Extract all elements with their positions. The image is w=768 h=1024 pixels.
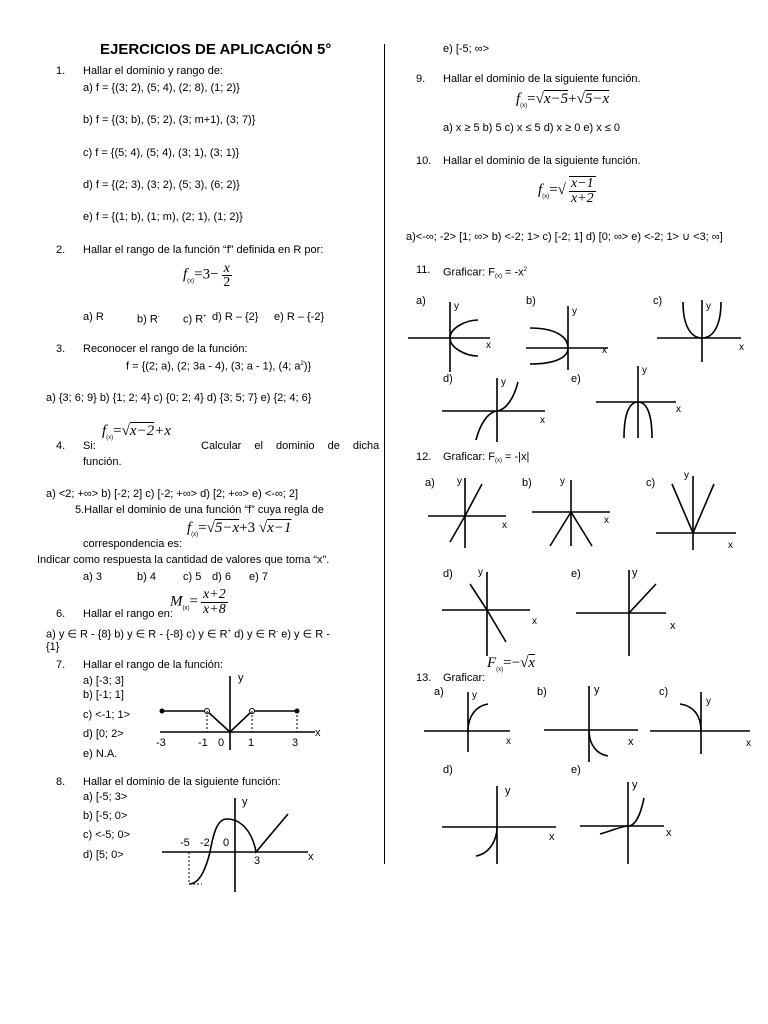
q9-options: a) x ≥ 5 b) 5 c) x ≤ 5 d) x ≥ 0 e) x ≤ 0: [443, 122, 620, 134]
svg-text:x: x: [604, 515, 609, 526]
q7-option-d: d) [0; 2>: [83, 728, 124, 740]
q7-y-label: y: [238, 672, 244, 684]
q12-graph-d: [440, 562, 540, 658]
svg-text:y: y: [501, 377, 506, 388]
q8-x-label: x: [308, 851, 314, 863]
q5-text: 5.Hallar el dominio de una función “f” cuya regla de: [75, 504, 324, 516]
q11-graph-d: [440, 374, 552, 444]
q3-options: a) {3; 6; 9} b) {1; 2; 4} c) {0; 2; 4} d) {3; 5; 7} e) {2; 4; 6}: [46, 392, 312, 404]
q2-option-e: e) R – {-2}: [274, 311, 325, 323]
q13-formula: $F_{(x)}=-√x$: [487, 655, 535, 673]
svg-text:x: x: [739, 342, 744, 353]
q4-text: Calcular el dominio de dicha: [201, 440, 380, 452]
svg-text:y: y: [560, 476, 565, 487]
q8-tick: 0: [223, 837, 230, 849]
q7-tick: -3: [156, 737, 166, 749]
q1-option-d: d) f = {(2; 3), (3; 2), (5; 3), (6; 2)}: [83, 179, 240, 191]
q7-x-label: x: [315, 727, 321, 739]
q7-graph: [150, 668, 340, 753]
q7-tick: 0: [218, 737, 225, 749]
svg-text:x: x: [506, 736, 511, 747]
svg-text:x: x: [628, 736, 634, 748]
q13-label-b: b): [537, 686, 547, 698]
svg-text:y: y: [454, 301, 459, 312]
q13-graph-b: [542, 684, 644, 764]
svg-text:x: x: [502, 520, 507, 531]
q9-formula: $f_{(x)}=√x-5+√5-x$: [516, 91, 610, 109]
q7-option-b: b) [-1; 1]: [83, 689, 124, 701]
q13-graph-c: [648, 686, 758, 756]
q1-option-b: b) f = {(3; b), (5; 2), (3; m+1), (3; 7)}: [83, 114, 256, 126]
q8-tick: -2: [200, 837, 210, 849]
q6-text: Hallar el rango en:: [83, 608, 173, 620]
svg-text:x: x: [549, 831, 555, 843]
q7-tick: -1: [198, 737, 208, 749]
q3-function: f = {(2; a), (2; 3a - 4), (3; a - 1), (4; $a^2$)}: [126, 360, 312, 373]
q8-option-a: a) [-5; 3>: [83, 791, 128, 803]
svg-text:y: y: [684, 470, 689, 481]
q11-graph-a: [406, 296, 496, 376]
q12-label-d: d): [443, 568, 453, 580]
q12-label-a: a): [425, 477, 435, 489]
q7-tick: 1: [248, 737, 255, 749]
q5-option-d: d) 6: [212, 571, 231, 583]
svg-text:x: x: [666, 827, 672, 839]
q13-text: Graficar:: [443, 672, 486, 684]
q8-tick: -5: [180, 837, 190, 849]
q5-option-b: b) 4: [137, 571, 156, 583]
q2-number: 2.: [56, 244, 66, 256]
q1-option-a: a) f = {(3; 2), (5; 4), (2; 8), (1; 2)}: [83, 82, 240, 94]
q4-si: Si:: [83, 440, 96, 452]
svg-text:x: x: [486, 340, 491, 351]
q12-label-b: b): [522, 477, 532, 489]
q11-graph-b: [524, 302, 620, 372]
svg-text:y: y: [478, 567, 483, 578]
q11-label-e: e): [571, 373, 581, 385]
svg-text:x: x: [602, 345, 607, 356]
q1-number: 1.: [56, 65, 66, 77]
q7-option-c: c) <-1; 1>: [83, 709, 131, 721]
q13-label-c: c): [659, 686, 669, 698]
q7-option-a: a) [-3; 3]: [83, 675, 124, 687]
q8-text: Hallar el dominio de la siguiente función:: [83, 776, 281, 788]
svg-text:y: y: [457, 476, 462, 487]
q13-label-e: e): [571, 764, 581, 776]
q12-graph-e: [574, 562, 684, 658]
q6-options: a) y ∈ R - {8} b) y ∈ R - {-8} c) y ∈ R+ d) y ∈ R- e) y ∈ R -: [46, 628, 330, 641]
q12-number: 12.: [416, 451, 432, 463]
q5-text3: Indicar como respuesta la cantidad de valores que toma “x”.: [37, 554, 330, 566]
q4-number: 4.: [56, 440, 66, 452]
q5-option-a: a) 3: [83, 571, 102, 583]
q12-graph-a: [426, 472, 516, 554]
q12-label-c: c): [646, 477, 656, 489]
q13-graph-e: [578, 776, 682, 866]
q2-option-c: c) R+: [183, 313, 207, 326]
svg-text:x: x: [540, 415, 545, 426]
svg-text:x: x: [670, 620, 676, 632]
q4-text2: función.: [83, 456, 122, 468]
q10-formula: $f_{(x)}=√$ $\frac{x-1}{x+2}$: [538, 176, 594, 206]
q2-text: Hallar el rango de la función “f” definida en R por:: [83, 244, 324, 256]
q8-tick: 3: [254, 855, 261, 867]
q10-text: Hallar el dominio de la siguiente función.: [443, 155, 641, 167]
column-divider: [384, 44, 385, 864]
q1-text: Hallar el dominio y rango de:: [83, 65, 224, 77]
q5-formula: $f_{(x)}=√5-x+3$ √x−1: [187, 520, 292, 538]
q6-options-cont: {1}: [46, 641, 60, 653]
q6-formula: $M_{(x)}=$ $\frac{x+2}{x+8}$: [170, 587, 226, 617]
q7-option-e: e) N.A.: [83, 748, 118, 760]
svg-text:x: x: [676, 404, 681, 415]
svg-text:y: y: [706, 301, 711, 312]
q13-graph-a: [422, 686, 518, 756]
q12-graph-b: [530, 472, 622, 552]
q6-number: 6.: [56, 608, 66, 620]
q12-graph-c: [654, 466, 750, 556]
q8-number: 8.: [56, 776, 66, 788]
svg-text:y: y: [472, 690, 477, 701]
q11-text: Graficar: $F(x) = -x^2$: [443, 266, 527, 280]
q8-y-label: y: [242, 796, 248, 808]
q8-option-b: b) [-5; 0>: [83, 810, 128, 822]
svg-text:x: x: [746, 738, 751, 749]
q7-tick: 3: [292, 737, 299, 749]
q2-option-a: a) R: [83, 311, 104, 323]
q11-graph-c: [655, 296, 751, 366]
svg-text:x: x: [728, 540, 733, 551]
svg-text:y: y: [632, 567, 638, 579]
q5-option-e: e) 7: [249, 571, 268, 583]
q8-option-e: e) [-5; ∞>: [443, 43, 490, 55]
svg-text:y: y: [706, 696, 711, 707]
q10-number: 10.: [416, 155, 432, 167]
q5-option-c: c) 5: [183, 571, 202, 583]
q9-number: 9.: [416, 73, 426, 85]
q4-formula: $f_{(x)}=√x-2+x$: [102, 423, 171, 441]
q11-label-a: a): [416, 295, 426, 307]
svg-text:y: y: [594, 684, 600, 696]
q11-number: 11.: [416, 264, 431, 276]
q13-label-a: a): [434, 686, 444, 698]
q13-graph-d: [440, 782, 565, 866]
svg-text:y: y: [632, 779, 638, 791]
q12-label-e: e): [571, 568, 581, 580]
q11-label-c: c): [653, 295, 663, 307]
q7-text: Hallar el rango de la función:: [83, 659, 224, 671]
q10-options: a)<-∞; -2> [1; ∞> b) <-2; 1> c) [-2; 1] d) [0; ∞> e) <-2; 1> ∪ <3; ∞]: [406, 231, 723, 243]
page-title: EJERCICIOS DE APLICACIÓN 5°: [100, 41, 332, 58]
q11-label-b: b): [526, 295, 536, 307]
q9-text: Hallar el dominio de la siguiente función.: [443, 73, 641, 85]
q1-option-e: e) f = {(1; b), (1; m), (2; 1), (1; 2)}: [83, 211, 243, 223]
q2-formula: $f_{(x)}=3-$ $\frac{x}{2}$: [183, 261, 231, 290]
q8-option-c: c) <-5; 0>: [83, 829, 131, 841]
q11-graph-e: [594, 364, 690, 440]
q12-text: Graficar: F(x) = -|x|: [443, 451, 530, 464]
q11-label-d: d): [443, 373, 453, 385]
q8-option-d: d) [5; 0>: [83, 849, 124, 861]
svg-text:y: y: [572, 306, 577, 317]
q2-option-b: b) R-: [137, 313, 160, 326]
q3-number: 3.: [56, 343, 66, 355]
svg-text:x: x: [532, 616, 537, 627]
q2-option-d: d) R – {2}: [212, 311, 259, 323]
q8-graph: [160, 792, 330, 892]
q1-option-c: c) f = {(5; 4), (5; 4), (3; 1), (3; 1)}: [83, 147, 240, 159]
q5-text2: correspondencia es:: [83, 538, 183, 550]
q3-text: Reconocer el rango de la función:: [83, 343, 248, 355]
q4-options: a) <2; +∞> b) [-2; 2] c) [-2; +∞> d) [2; +∞> e) <-∞; 2]: [46, 488, 299, 500]
svg-text:y: y: [505, 785, 511, 797]
svg-text:y: y: [642, 365, 647, 376]
q13-label-d: d): [443, 764, 453, 776]
q7-number: 7.: [56, 659, 66, 671]
q13-number: 13.: [416, 672, 432, 684]
